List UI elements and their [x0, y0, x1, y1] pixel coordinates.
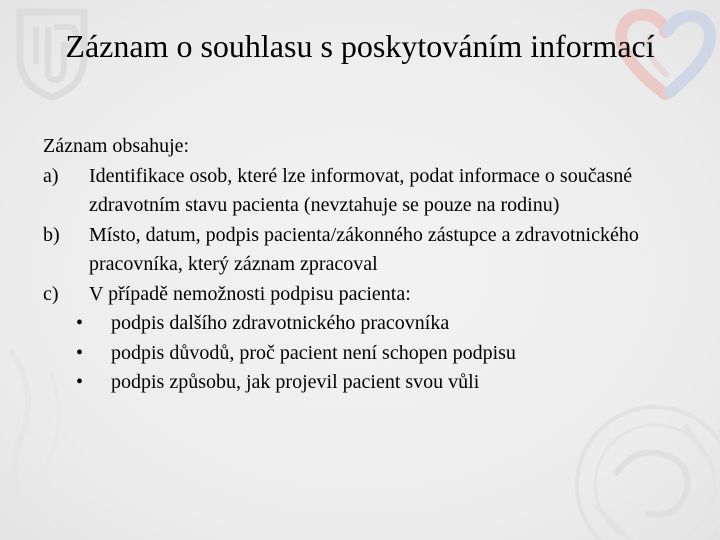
bullet-icon: •	[76, 312, 84, 334]
list-item-text: Identifikace osob, které lze informovat, podat informace o současné zdravotním stavu pacienta (nevztahuje se pouze na rodinu)	[89, 164, 633, 216]
list-item-c	[43, 280, 683, 310]
sub-bullet-item	[43, 339, 683, 369]
seal-watermark-icon	[555, 395, 720, 540]
list-item-text: V případě nemožnosti podpisu pacienta:	[89, 282, 411, 305]
list-item-label: b)	[43, 223, 60, 246]
sub-bullet-text: podpis způsobu, jak projevil pacient svou vůli	[111, 371, 480, 393]
slide-body	[43, 132, 683, 398]
sub-bullet-item	[43, 309, 683, 339]
list-item-label: c)	[43, 282, 59, 305]
list-item-a	[43, 162, 683, 221]
bullet-icon: •	[76, 341, 84, 364]
sub-bullet-item	[43, 368, 683, 398]
list-item-text: Místo, datum, podpis pacienta/zákonného zástupce a zdravotnického pracovníka, který záznam zpracoval	[89, 223, 639, 275]
list-item-label: a)	[43, 164, 59, 187]
list-item-b	[43, 221, 683, 280]
sub-bullet-list	[43, 309, 683, 398]
slide-title: Záznam o souhlasu s poskytováním informací	[65, 28, 655, 64]
bullet-icon: •	[76, 371, 84, 393]
sub-bullet-text: podpis důvodů, proč pacient není schopen podpisu	[111, 341, 516, 364]
sub-bullet-text: podpis dalšího zdravotnického pracovníka	[111, 312, 450, 334]
intro-text: Záznam obsahuje:	[43, 135, 190, 157]
